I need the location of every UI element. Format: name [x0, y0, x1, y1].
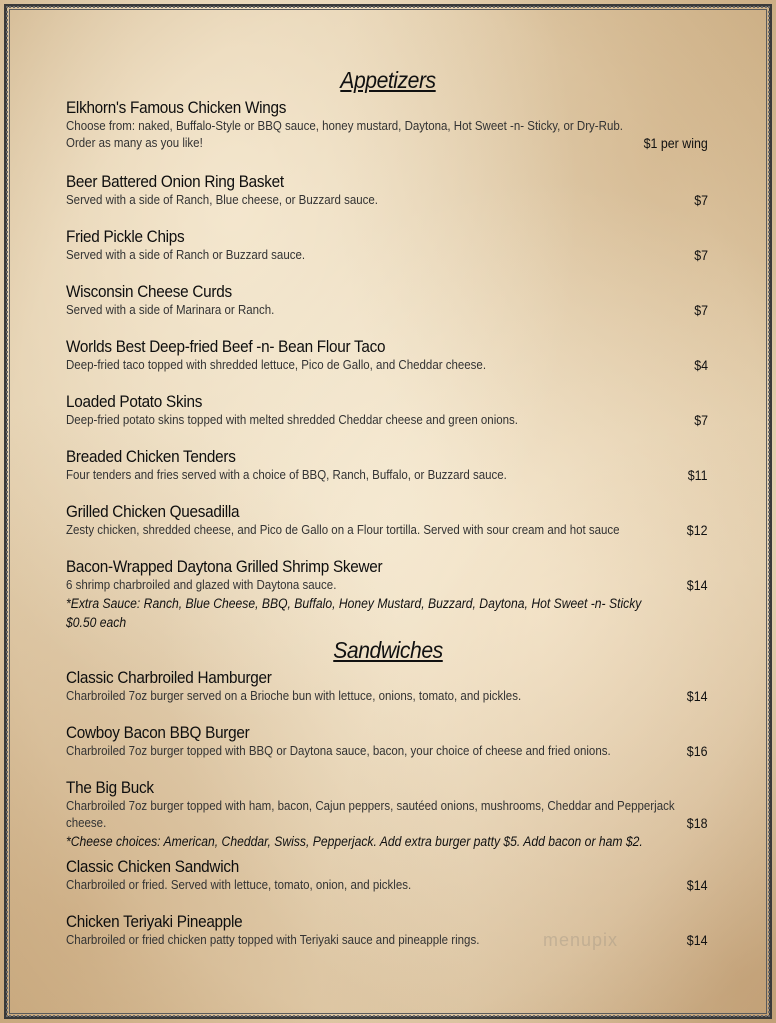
menu-item-description: Served with a side of Ranch, Blue cheese, or Buzzard sauce. [66, 193, 378, 207]
menu-item-name: Breaded Chicken Tenders [66, 447, 236, 466]
menu-item [66, 723, 710, 760]
menu-item-price: $7 [694, 303, 708, 318]
menu-item-description: Charbroiled or fried chicken patty topped with Teriyaki sauce and pineapple rings. [66, 933, 480, 947]
menu-item [66, 227, 710, 264]
menu-item-name: Elkhorn's Famous Chicken Wings [66, 98, 287, 117]
menu-item-price: $14 [687, 933, 708, 948]
menu-item-price: $1 per wing [643, 136, 708, 151]
menu-item-price: $14 [687, 878, 708, 893]
menu-item-description: Charbroiled 7oz burger served on a Brioche bun with lettuce, onions, tomato, and pickles. [66, 689, 522, 703]
menu-item-description: Four tenders and fries served with a choice of BBQ, Ranch, Buffalo, or Buzzard sauce. [66, 468, 507, 482]
menu-item [66, 172, 710, 209]
menu-item-name: Loaded Potato Skins [66, 392, 203, 411]
cheese-note: *Cheese choices: American, Cheddar, Swiss, Pepperjack. Add extra burger patty $5. Add bacon or ham $2. [66, 834, 643, 849]
menu-item-price: $7 [694, 193, 708, 208]
menu-item-name: Classic Chicken Sandwich [66, 857, 239, 876]
menu-item-price: $7 [694, 248, 708, 263]
menu-item-price: $18 [687, 816, 708, 831]
menu-item-price: $12 [687, 523, 708, 538]
menu-item [66, 447, 710, 484]
menu-item-name: Classic Charbroiled Hamburger [66, 668, 272, 687]
menu-item [66, 98, 710, 152]
menu-item-price: $11 [688, 468, 708, 483]
menu-item-name: Worlds Best Deep-fried Beef -n- Bean Flour Taco [66, 337, 386, 356]
menu-item-name: Fried Pickle Chips [66, 227, 185, 246]
menu-item-description: Deep-fried taco topped with shredded lettuce, Pico de Gallo, and Cheddar cheese. [66, 358, 487, 372]
menu-item-description: Deep-fried potato skins topped with melted shredded Cheddar cheese and green onions. [66, 413, 518, 427]
menu-item [66, 557, 710, 632]
menu-item-description: 6 shrimp charbroiled and glazed with Daytona sauce. [66, 578, 337, 592]
watermark-logo: menupix [543, 930, 619, 950]
menu-item [66, 337, 710, 374]
menu-item [66, 392, 710, 429]
menu-item [66, 502, 710, 539]
menu-item-price: $4 [694, 358, 708, 373]
menu-item [66, 668, 710, 705]
menu-item-price: $16 [687, 744, 708, 759]
menu-item [66, 282, 710, 319]
menu-item-description: Charbroiled or fried. Served with lettuce, tomato, onion, and pickles. [66, 878, 412, 892]
menu-item-price: $14 [687, 578, 708, 593]
menu-item-name: Beer Battered Onion Ring Basket [66, 172, 284, 191]
menu-item-description: Zesty chicken, shredded cheese, and Pico de Gallo on a Flour tortilla. Served with sour cream and hot sauce [66, 523, 620, 537]
menu-item-price: $14 [687, 689, 708, 704]
menu-item-description: cheese. [66, 816, 107, 830]
menu-item-name: Cowboy Bacon BBQ Burger [66, 723, 250, 742]
menu-item-name: Grilled Chicken Quesadilla [66, 502, 240, 521]
menu-item-description: Charbroiled 7oz burger topped with ham, bacon, Cajun peppers, sautéed onions, mushrooms, Cheddar and Pepperjack [66, 799, 675, 813]
menu-item-price: $7 [694, 413, 708, 428]
sauce-note: *Extra Sauce: Ranch, Blue Cheese, BBQ, Buffalo, Honey Mustard, Buzzard, Daytona, Hot Sweet -n- Sticky [66, 596, 642, 611]
menu-item-description: Choose from: naked, Buffalo-Style or BBQ sauce, honey mustard, Daytona, Hot Sweet -n- Sticky, or Dry-Rub. [66, 119, 623, 133]
menu-item-description: Charbroiled 7oz burger topped with BBQ or Daytona sauce, bacon, your choice of cheese and fried onions. [66, 744, 611, 758]
menu-item-description: Order as many as you like! [66, 136, 203, 150]
menu-item-description: Served with a side of Marinara or Ranch. [66, 303, 275, 317]
section-title-appetizers: Appetizers [340, 67, 436, 93]
menu-item-name: The Big Buck [66, 778, 154, 797]
menu-item [66, 857, 710, 894]
menu-item-description: Served with a side of Ranch or Buzzard sauce. [66, 248, 306, 262]
menu-item-name: Bacon-Wrapped Daytona Grilled Shrimp Skewer [66, 557, 383, 576]
section-title-sandwiches: Sandwiches [333, 637, 443, 663]
menu-item-name: Wisconsin Cheese Curds [66, 282, 232, 301]
menu-item-name: Chicken Teriyaki Pineapple [66, 912, 243, 931]
sauce-note-price: $0.50 each [66, 615, 127, 630]
menu-item [66, 778, 710, 851]
